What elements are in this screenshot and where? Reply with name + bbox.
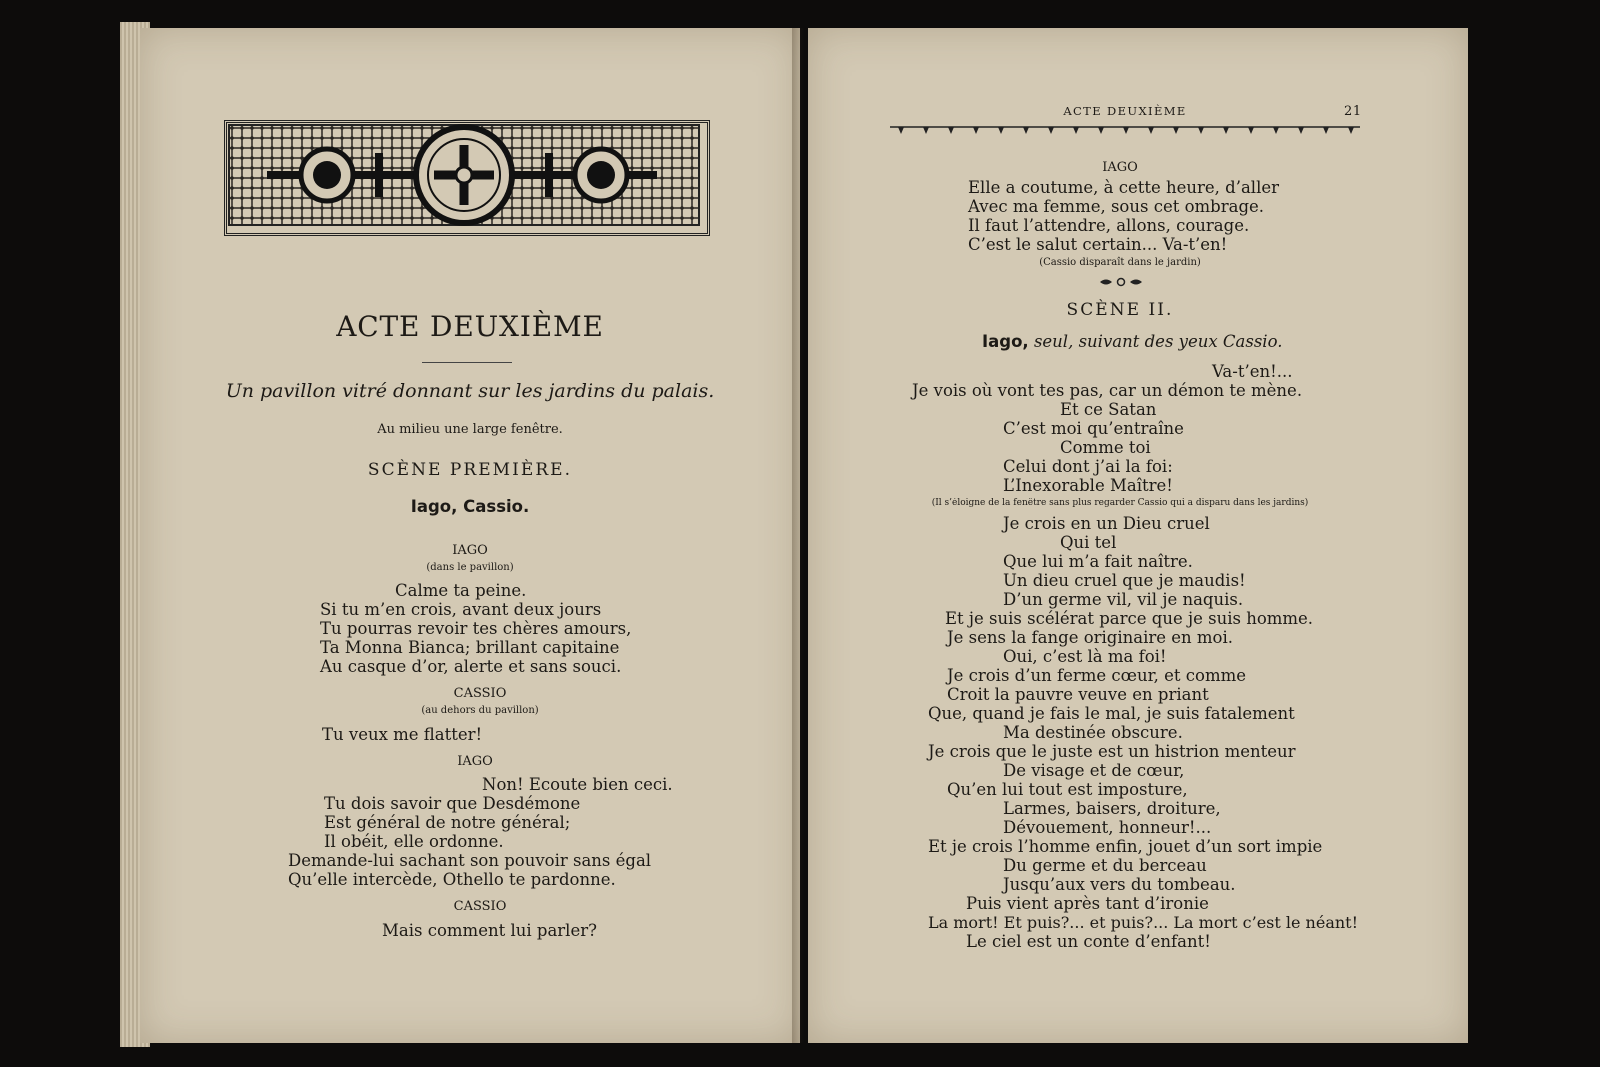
fleuron-rule-icon [890,125,1360,135]
verse-line: Je vois où vont tes pas, car un démon te mène. [912,381,1303,400]
verse-line: Que, quand je fais le mal, je suis fatalement [928,704,1295,723]
verse-line: Je crois que le juste est un histrion menteur [928,742,1296,761]
verse-line: Et ce Satan [1060,400,1157,419]
decorative-headpiece [224,120,710,236]
speaker-iago: IAGO [457,754,493,769]
verse-line: Et je suis scélérat parce que je suis homme. [945,609,1314,628]
verse-line: De visage et de cœur, [1003,761,1185,780]
scene-setting: Un pavillon vitré donnant sur les jardins du palais. [225,380,715,402]
running-head: ACTE DEUXIÈME [1063,104,1187,118]
scene-characters [982,332,1282,351]
verse-line: Qui tel [1060,533,1117,552]
verse-line: Du germe et du berceau [1003,856,1207,875]
verse-line: Non! Ecoute bien ceci. [482,775,673,794]
verse-line: Va-t’en!... [1212,362,1293,381]
stage-direction: (au dehors du pavillon) [421,705,539,716]
character-name: Iago, [982,332,1029,351]
verse-line: La mort! Et puis?... et puis?... La mort c’est le néant! [928,913,1359,932]
verse-line: Puis vient après tant d’ironie [966,894,1209,913]
headpiece-ornament-icon [227,123,701,227]
speaker-iago: IAGO [452,543,488,558]
stage-direction: (Il s’éloigne de la fenêtre sans plus regarder Cassio qui a disparu dans les jardins) [931,498,1309,508]
verse-line: Que lui m’a fait naître. [1003,552,1193,571]
verse-line: C’est moi qu’entraîne [1003,419,1184,438]
scene-title: SCÈNE II. [1066,300,1174,320]
verse-line: Calme ta peine. [395,581,527,600]
fleuron-icon [1098,277,1144,287]
stage-direction: (Cassio disparaît dans le jardin) [1039,257,1201,268]
scene-characters: Iago, Cassio. [410,497,530,516]
act-title: ACTE DEUXIÈME [336,310,604,343]
verse-line: Il obéit, elle ordonne. [324,832,504,851]
verse-line: Et je crois l’homme enfin, jouet d’un sort impie [928,837,1323,856]
verse-line: L’Inexorable Maître! [1003,476,1173,495]
verse-line: Oui, c’est là ma foi! [1003,647,1167,666]
speaker-iago: IAGO [1102,160,1138,175]
verse-line: Je crois en un Dieu cruel [1003,514,1210,533]
stage-direction: (dans le pavillon) [426,562,514,573]
verse-line: Qu’en lui tout est imposture, [947,780,1188,799]
verse-line: Ta Monna Bianca; brillant capitaine [320,638,620,657]
verse-line: D’un germe vil, vil je naquis. [1003,590,1244,609]
verse-line: Tu dois savoir que Desdémone [324,794,581,813]
verse-line: Tu pourras revoir tes chères amours, [320,619,632,638]
verse-line: Si tu m’en crois, avant deux jours [320,600,602,619]
verse-line: Au casque d’or, alerte et sans souci. [320,657,622,676]
verse-line: Est général de notre général; [324,813,571,832]
verse-line: Je crois d’un ferme cœur, et comme [947,666,1247,685]
verse-line: Il faut l’attendre, allons, courage. [968,216,1250,235]
verse-line: C’est le salut certain... Va-t’en! [968,235,1228,254]
verse-line: Le ciel est un conte d’enfant! [966,932,1211,951]
verse-line: Mais comment lui parler? [382,921,597,940]
verse-line: Croit la pauvre veuve en priant [947,685,1209,704]
speaker-cassio: CASSIO [453,686,507,701]
verse-line: Celui dont j’ai la foi: [1003,457,1173,476]
verse-line: Ma destinée obscure. [1003,723,1183,742]
verse-line: Demande-lui sachant son pouvoir sans égal [288,851,652,870]
stage-direction: seul, suivant des yeux Cassio. [1033,332,1283,351]
verse-line: Qu’elle intercède, Othello te pardonne. [288,870,616,889]
page-number: 21 [1344,104,1362,119]
speaker-cassio: CASSIO [453,899,507,914]
verse-line: Larmes, baisers, droiture, [1003,799,1221,818]
verse-line: Jusqu’aux vers du tombeau. [1003,875,1236,894]
verse-line: Comme toi [1060,438,1151,457]
title-rule [422,362,512,363]
setting-note: Au milieu une large fenêtre. [377,422,563,437]
verse-line: Dévouement, honneur!... [1003,818,1212,837]
scene-title: SCÈNE PREMIÈRE. [367,460,573,480]
verse-line: Un dieu cruel que je maudis! [1003,571,1246,590]
verse-line: Avec ma femme, sous cet ombrage. [968,197,1265,216]
verse-line: Elle a coutume, à cette heure, d’aller [968,178,1280,197]
verse-line: Je sens la fange originaire en moi. [947,628,1234,647]
book-gutter [792,28,812,1043]
verse-line: Tu veux me flatter! [322,725,483,744]
